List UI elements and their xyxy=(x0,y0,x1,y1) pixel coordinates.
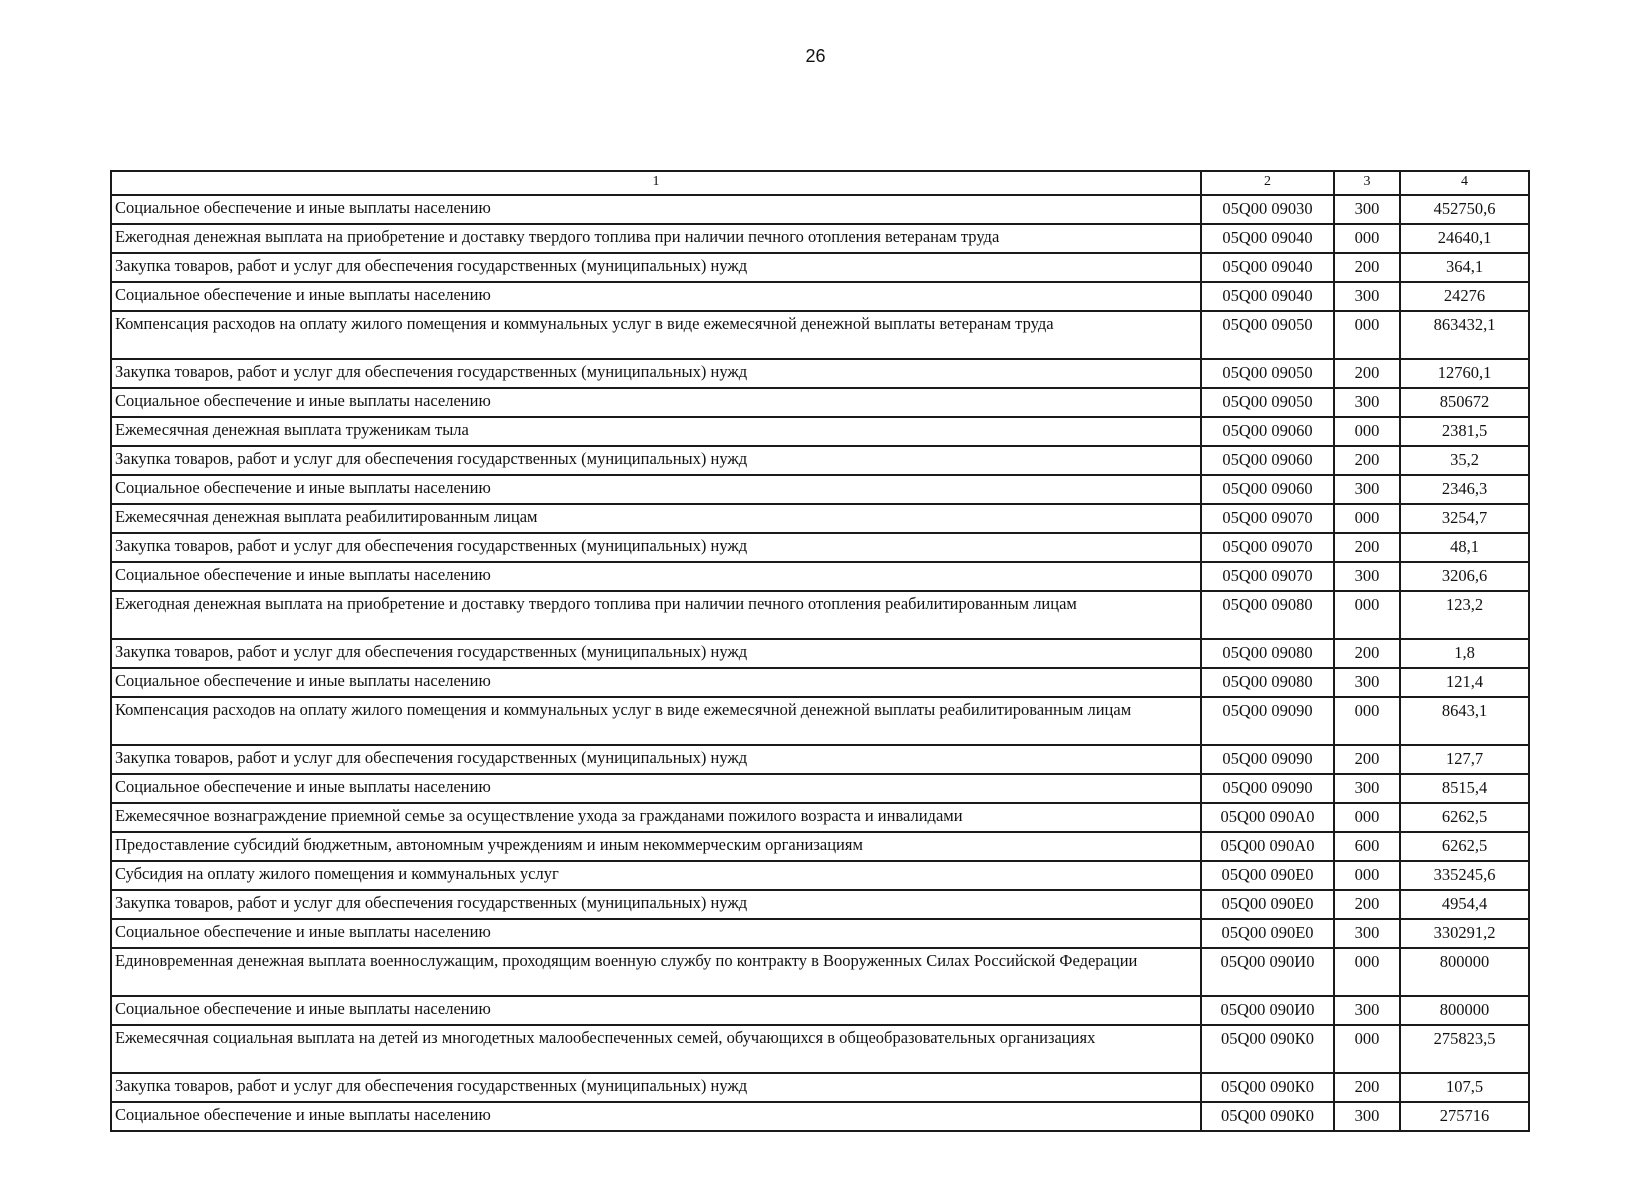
row-code-cell: 05Q00 09070 xyxy=(1201,504,1334,533)
row-amount-cell: 8643,1 xyxy=(1400,697,1529,745)
row-type-cell: 000 xyxy=(1334,591,1400,639)
row-type-cell: 000 xyxy=(1334,803,1400,832)
table-row xyxy=(111,446,1529,475)
row-code-cell: 05Q00 09090 xyxy=(1201,774,1334,803)
table-row xyxy=(111,948,1529,996)
row-type-cell: 000 xyxy=(1334,417,1400,446)
row-name-cell: Социальное обеспечение и иные выплаты населению xyxy=(111,562,1201,591)
row-amount-cell: 123,2 xyxy=(1400,591,1529,639)
row-name-cell: Ежемесячная денежная выплата труженикам тыла xyxy=(111,417,1201,446)
row-type-cell: 200 xyxy=(1334,359,1400,388)
table-row xyxy=(111,832,1529,861)
row-code-cell: 05Q00 090К0 xyxy=(1201,1102,1334,1131)
row-amount-cell: 107,5 xyxy=(1400,1073,1529,1102)
row-code-cell: 05Q00 090К0 xyxy=(1201,1025,1334,1073)
row-amount-cell: 335245,6 xyxy=(1400,861,1529,890)
table-row xyxy=(111,359,1529,388)
table-row xyxy=(111,533,1529,562)
row-type-cell: 200 xyxy=(1334,253,1400,282)
row-type-cell: 200 xyxy=(1334,890,1400,919)
table-row xyxy=(111,282,1529,311)
row-code-cell: 05Q00 09080 xyxy=(1201,639,1334,668)
row-amount-cell: 275716 xyxy=(1400,1102,1529,1131)
row-amount-cell: 1,8 xyxy=(1400,639,1529,668)
row-code-cell: 05Q00 09070 xyxy=(1201,533,1334,562)
row-amount-cell: 12760,1 xyxy=(1400,359,1529,388)
row-name-cell: Ежегодная денежная выплата на приобретение и доставку твердого топлива при наличии печного отопления ветеранам труда xyxy=(111,224,1201,253)
row-type-cell: 300 xyxy=(1334,774,1400,803)
row-code-cell: 05Q00 090К0 xyxy=(1201,1073,1334,1102)
row-amount-cell: 4954,4 xyxy=(1400,890,1529,919)
row-code-cell: 05Q00 09040 xyxy=(1201,253,1334,282)
row-code-cell: 05Q00 09040 xyxy=(1201,282,1334,311)
row-amount-cell: 850672 xyxy=(1400,388,1529,417)
table-row xyxy=(111,890,1529,919)
row-amount-cell: 330291,2 xyxy=(1400,919,1529,948)
row-amount-cell: 863432,1 xyxy=(1400,311,1529,359)
row-code-cell: 05Q00 09080 xyxy=(1201,668,1334,697)
row-type-cell: 000 xyxy=(1334,311,1400,359)
row-type-cell: 300 xyxy=(1334,475,1400,504)
row-code-cell: 05Q00 09050 xyxy=(1201,359,1334,388)
row-amount-cell: 6262,5 xyxy=(1400,803,1529,832)
row-name-cell: Социальное обеспечение и иные выплаты населению xyxy=(111,996,1201,1025)
row-amount-cell: 35,2 xyxy=(1400,446,1529,475)
row-name-cell: Социальное обеспечение и иные выплаты населению xyxy=(111,1102,1201,1131)
row-type-cell: 200 xyxy=(1334,639,1400,668)
row-code-cell: 05Q00 09090 xyxy=(1201,697,1334,745)
row-amount-cell: 24640,1 xyxy=(1400,224,1529,253)
row-name-cell: Закупка товаров, работ и услуг для обеспечения государственных (муниципальных) нужд xyxy=(111,533,1201,562)
row-type-cell: 300 xyxy=(1334,996,1400,1025)
row-amount-cell: 364,1 xyxy=(1400,253,1529,282)
row-name-cell: Закупка товаров, работ и услуг для обеспечения государственных (муниципальных) нужд xyxy=(111,639,1201,668)
row-name-cell: Закупка товаров, работ и услуг для обеспечения государственных (муниципальных) нужд xyxy=(111,745,1201,774)
row-code-cell: 05Q00 090А0 xyxy=(1201,803,1334,832)
row-code-cell: 05Q00 09060 xyxy=(1201,417,1334,446)
table-row xyxy=(111,996,1529,1025)
row-name-cell: Закупка товаров, работ и услуг для обеспечения государственных (муниципальных) нужд xyxy=(111,890,1201,919)
row-amount-cell: 8515,4 xyxy=(1400,774,1529,803)
table-row xyxy=(111,803,1529,832)
row-name-cell: Единовременная денежная выплата военнослужащим, проходящим военную службу по контракту в Вооруженных Силах Российской Федерации xyxy=(111,948,1201,996)
row-name-cell: Закупка товаров, работ и услуг для обеспечения государственных (муниципальных) нужд xyxy=(111,253,1201,282)
row-amount-cell: 275823,5 xyxy=(1400,1025,1529,1073)
table-row xyxy=(111,311,1529,359)
row-code-cell: 05Q00 09090 xyxy=(1201,745,1334,774)
row-code-cell: 05Q00 090И0 xyxy=(1201,948,1334,996)
row-name-cell: Ежемесячное вознаграждение приемной семье за осуществление ухода за гражданами пожилого возраста и инвалидами xyxy=(111,803,1201,832)
table-row xyxy=(111,504,1529,533)
row-name-cell: Компенсация расходов на оплату жилого помещения и коммунальных услуг в виде ежемесячной денежной выплаты реабилитированным лицам xyxy=(111,697,1201,745)
row-type-cell: 000 xyxy=(1334,504,1400,533)
row-amount-cell: 121,4 xyxy=(1400,668,1529,697)
row-amount-cell: 800000 xyxy=(1400,996,1529,1025)
row-type-cell: 300 xyxy=(1334,562,1400,591)
row-code-cell: 05Q00 09070 xyxy=(1201,562,1334,591)
row-name-cell: Предоставление субсидий бюджетным, автономным учреждениям и иным некоммерческим организациям xyxy=(111,832,1201,861)
row-name-cell: Ежегодная денежная выплата на приобретение и доставку твердого топлива при наличии печного отопления реабилитированным лицам xyxy=(111,591,1201,639)
column-header: 2 xyxy=(1201,171,1334,195)
page-number: 26 xyxy=(805,46,826,66)
table-row xyxy=(111,919,1529,948)
row-name-cell: Закупка товаров, работ и услуг для обеспечения государственных (муниципальных) нужд xyxy=(111,446,1201,475)
row-type-cell: 000 xyxy=(1334,861,1400,890)
row-code-cell: 05Q00 09060 xyxy=(1201,475,1334,504)
table-row xyxy=(111,668,1529,697)
row-name-cell: Социальное обеспечение и иные выплаты населению xyxy=(111,774,1201,803)
row-amount-cell: 24276 xyxy=(1400,282,1529,311)
table-header-row xyxy=(111,171,1529,195)
row-name-cell: Ежемесячная социальная выплата на детей из многодетных малообеспеченных семей, обучающихся в общеобразовательных организациях xyxy=(111,1025,1201,1073)
table-row xyxy=(111,745,1529,774)
row-amount-cell: 452750,6 xyxy=(1400,195,1529,224)
row-type-cell: 000 xyxy=(1334,1025,1400,1073)
table-row xyxy=(111,224,1529,253)
table-row xyxy=(111,417,1529,446)
table-row xyxy=(111,774,1529,803)
table-row xyxy=(111,697,1529,745)
table-row xyxy=(111,1073,1529,1102)
table-row xyxy=(111,195,1529,224)
row-type-cell: 200 xyxy=(1334,1073,1400,1102)
row-code-cell: 05Q00 090Е0 xyxy=(1201,890,1334,919)
row-type-cell: 200 xyxy=(1334,446,1400,475)
row-type-cell: 200 xyxy=(1334,533,1400,562)
column-header: 3 xyxy=(1334,171,1400,195)
row-code-cell: 05Q00 09030 xyxy=(1201,195,1334,224)
row-code-cell: 05Q00 09050 xyxy=(1201,388,1334,417)
table-row xyxy=(111,1102,1529,1131)
row-name-cell: Закупка товаров, работ и услуг для обеспечения государственных (муниципальных) нужд xyxy=(111,359,1201,388)
row-name-cell: Социальное обеспечение и иные выплаты населению xyxy=(111,475,1201,504)
table-row xyxy=(111,388,1529,417)
row-amount-cell: 6262,5 xyxy=(1400,832,1529,861)
column-header: 1 xyxy=(111,171,1201,195)
table-row xyxy=(111,475,1529,504)
row-code-cell: 05Q00 09060 xyxy=(1201,446,1334,475)
row-code-cell: 05Q00 090Е0 xyxy=(1201,919,1334,948)
row-type-cell: 300 xyxy=(1334,195,1400,224)
row-amount-cell: 2381,5 xyxy=(1400,417,1529,446)
table-row xyxy=(111,591,1529,639)
row-code-cell: 05Q00 090И0 xyxy=(1201,996,1334,1025)
row-type-cell: 000 xyxy=(1334,224,1400,253)
column-header: 4 xyxy=(1400,171,1529,195)
row-type-cell: 300 xyxy=(1334,668,1400,697)
budget-table xyxy=(110,170,1530,1132)
row-type-cell: 600 xyxy=(1334,832,1400,861)
table-row xyxy=(111,639,1529,668)
row-code-cell: 05Q00 090Е0 xyxy=(1201,861,1334,890)
row-amount-cell: 3254,7 xyxy=(1400,504,1529,533)
row-code-cell: 05Q00 09040 xyxy=(1201,224,1334,253)
row-amount-cell: 127,7 xyxy=(1400,745,1529,774)
row-name-cell: Ежемесячная денежная выплата реабилитированным лицам xyxy=(111,504,1201,533)
row-name-cell: Социальное обеспечение и иные выплаты населению xyxy=(111,388,1201,417)
table-row xyxy=(111,253,1529,282)
row-code-cell: 05Q00 09080 xyxy=(1201,591,1334,639)
row-code-cell: 05Q00 090А0 xyxy=(1201,832,1334,861)
row-name-cell: Компенсация расходов на оплату жилого помещения и коммунальных услуг в виде ежемесячной денежной выплаты ветеранам труда xyxy=(111,311,1201,359)
row-name-cell: Социальное обеспечение и иные выплаты населению xyxy=(111,919,1201,948)
row-type-cell: 300 xyxy=(1334,919,1400,948)
row-name-cell: Закупка товаров, работ и услуг для обеспечения государственных (муниципальных) нужд xyxy=(111,1073,1201,1102)
row-name-cell: Субсидия на оплату жилого помещения и коммунальных услуг xyxy=(111,861,1201,890)
row-code-cell: 05Q00 09050 xyxy=(1201,311,1334,359)
row-type-cell: 000 xyxy=(1334,697,1400,745)
row-type-cell: 300 xyxy=(1334,1102,1400,1131)
table-row xyxy=(111,861,1529,890)
row-amount-cell: 48,1 xyxy=(1400,533,1529,562)
row-amount-cell: 3206,6 xyxy=(1400,562,1529,591)
row-type-cell: 300 xyxy=(1334,282,1400,311)
row-name-cell: Социальное обеспечение и иные выплаты населению xyxy=(111,668,1201,697)
row-type-cell: 000 xyxy=(1334,948,1400,996)
row-amount-cell: 800000 xyxy=(1400,948,1529,996)
row-name-cell: Социальное обеспечение и иные выплаты населению xyxy=(111,195,1201,224)
table-row xyxy=(111,1025,1529,1073)
row-type-cell: 300 xyxy=(1334,388,1400,417)
row-name-cell: Социальное обеспечение и иные выплаты населению xyxy=(111,282,1201,311)
table-row xyxy=(111,562,1529,591)
row-type-cell: 200 xyxy=(1334,745,1400,774)
row-amount-cell: 2346,3 xyxy=(1400,475,1529,504)
